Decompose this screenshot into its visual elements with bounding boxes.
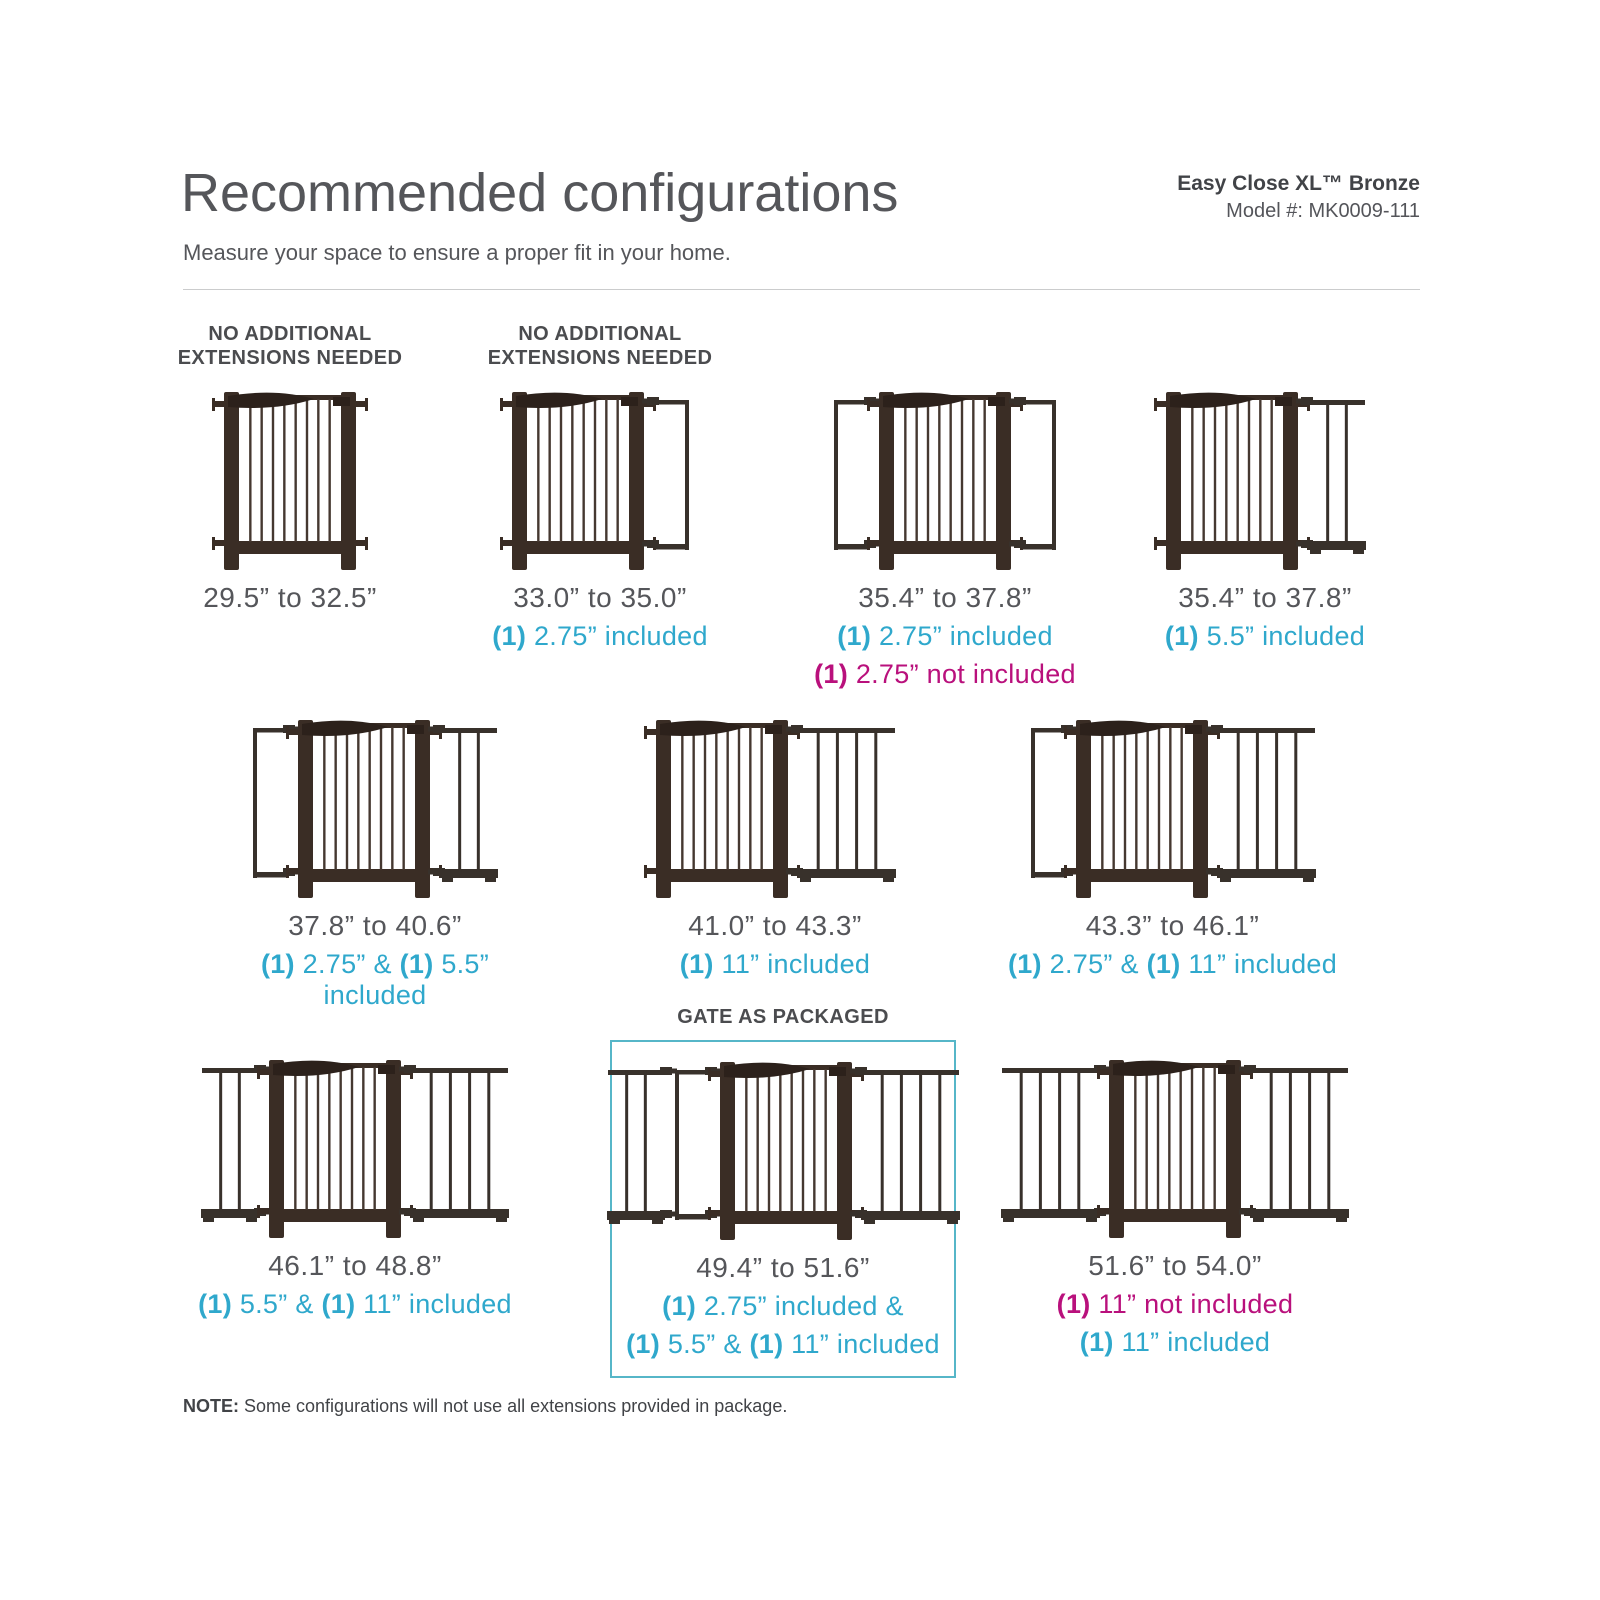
config-5 — [215, 712, 535, 1011]
config-3-extension-note-included: (1) 2.75” included — [837, 621, 1053, 651]
gate-as-packaged-box — [610, 1040, 956, 1378]
gate-illustration-7 — [1000, 712, 1345, 898]
config-10 — [1005, 1052, 1345, 1358]
config-6-extension-note: (1) 11” included — [679, 949, 871, 979]
config-10-extension-note-included: (1) 11” included — [1079, 1327, 1271, 1357]
config-8-size-range: 46.1” to 48.8” — [268, 1250, 442, 1281]
config-4-extension-note: (1) 5.5” included — [1164, 621, 1366, 651]
config-3 — [790, 322, 1100, 690]
config-9 — [610, 1006, 956, 1378]
gate-illustration-5 — [215, 712, 535, 898]
config-1-header: NO ADDITIONAL EXTENSIONS NEEDED — [177, 323, 403, 369]
config-4-size-range: 35.4” to 37.8” — [1178, 582, 1352, 613]
config-2 — [460, 322, 740, 652]
gate-illustration-6 — [615, 712, 935, 898]
config-2-extension-note: (1) 2.75” included — [492, 621, 708, 651]
gate-illustration-4 — [1110, 384, 1420, 570]
config-6 — [615, 712, 935, 980]
footnote-label: NOTE: — [183, 1396, 239, 1416]
gate-illustration-1 — [150, 384, 430, 570]
product-info — [1177, 172, 1420, 223]
config-9-extension-note-1: (1) 2.75” included & — [662, 1291, 904, 1321]
page-title: Recommended configurations — [181, 163, 899, 223]
config-9-extension-note-2: (1) 5.5” & (1) 11” included — [626, 1329, 940, 1359]
config-2-header: NO ADDITIONAL EXTENSIONS NEEDED — [487, 323, 713, 369]
gate-illustration-3 — [790, 384, 1100, 570]
config-7 — [1000, 712, 1345, 980]
config-7-size-range: 43.3” to 46.1” — [1085, 910, 1260, 941]
product-model: Model #: MK0009-111 — [1226, 200, 1420, 222]
gate-illustration-9 — [612, 1054, 954, 1240]
page-subtitle: Measure your space to ensure a proper fit in your home. — [183, 240, 731, 265]
config-3-size-range: 35.4” to 37.8” — [858, 582, 1032, 613]
product-name: Easy Close XL™ Bronze — [1177, 172, 1420, 195]
config-5-size-range: 37.8” to 40.6” — [288, 910, 462, 941]
config-10-extension-note-not-included: (1) 11” not included — [1056, 1289, 1294, 1319]
footnote-text: Some configurations will not use all extensions provided in package. — [244, 1396, 788, 1416]
config-3-header — [820, 322, 1070, 384]
config-1 — [150, 322, 430, 614]
footnote — [183, 1396, 787, 1417]
config-6-size-range: 41.0” to 43.3” — [688, 910, 862, 941]
config-5-extension-note: (1) 2.75” & (1) 5.5” included — [260, 949, 490, 1010]
config-8-extension-note: (1) 5.5” & (1) 11” included — [198, 1289, 512, 1319]
config-2-size-range: 33.0” to 35.0” — [513, 582, 687, 613]
header-divider — [183, 289, 1420, 290]
gate-illustration-10 — [1005, 1052, 1345, 1238]
gate-illustration-2 — [460, 384, 740, 570]
config-4-header — [1140, 322, 1390, 384]
config-4 — [1110, 322, 1420, 652]
gate-illustration-8 — [185, 1052, 525, 1238]
config-9-size-range: 49.4” to 51.6” — [696, 1252, 870, 1283]
config-1-size-range: 29.5” to 32.5” — [203, 582, 377, 613]
config-8 — [185, 1052, 525, 1320]
config-3-extension-note-not-included: (1) 2.75” not included — [814, 659, 1076, 689]
config-10-size-range: 51.6” to 54.0” — [1088, 1250, 1262, 1281]
config-7-extension-note: (1) 2.75” & (1) 11” included — [1007, 949, 1338, 979]
config-9-header: GATE AS PACKAGED — [677, 1006, 889, 1028]
